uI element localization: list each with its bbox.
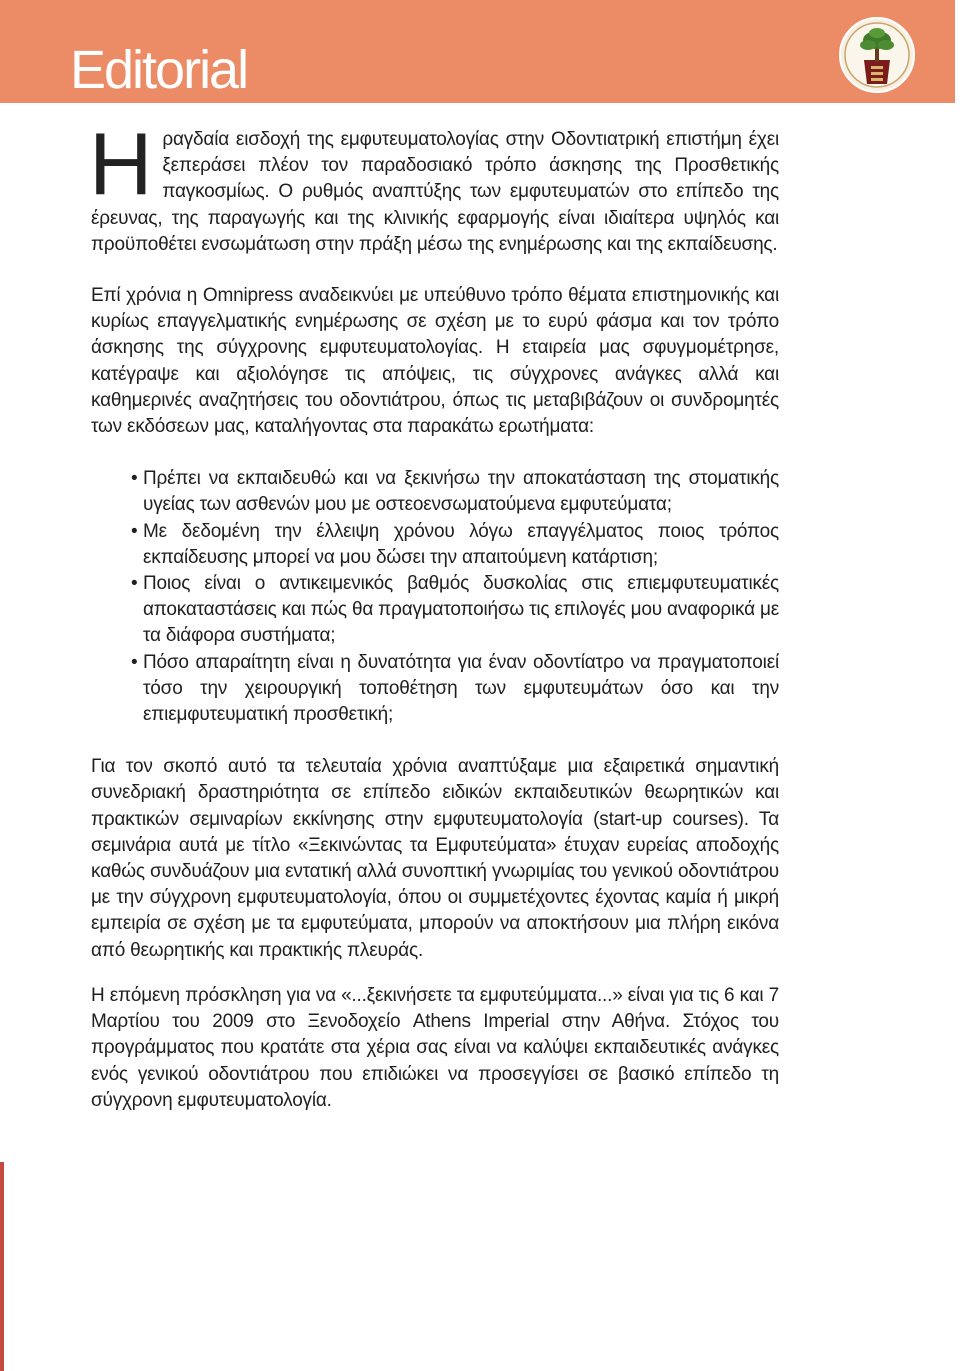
tree-emblem-logo-icon <box>838 16 916 94</box>
drop-cap: Η <box>89 114 153 213</box>
omnipress-paragraph: Επί χρόνια η Omnipress αναδεικνύει με υπεύθυνο τρόπο θέματα επιστημονικής και κυρίως επαγγελματικής ενημέρωσης σε σχέση με το ευρύ φάσμα και τον τρόπο άσκησης της σύγχρονης εμφυτευματολογίας. Η εταιρεία μας σφυγμομέτρησε, κατέγραψε και αξιολόγησε τις απόψεις, τις σύγχρονες ανάγκες αλλά και καθημερινές αναζητήσεις του οδοντιάτρου, όπως τις μεταβιβάζουν οι συνδρομητές των εκδόσεων μας, καταλήγοντας στα παρακάτω ερωτήματα: <box>91 285 779 438</box>
bullet-icon: • <box>131 520 138 542</box>
editorial-body <box>89 114 779 1114</box>
questions-list <box>91 466 779 728</box>
intro-paragraph <box>89 114 779 258</box>
list-item: • Ποιος είναι ο αντικειμενικός βαθμός δυσκολίας στις επιεμφυτευματικές αποκαταστάσεις και πώς θα πραγματοποιήσω τις επιλογές μου αναφορικά με τα διάφορα συστήματα; <box>131 573 779 647</box>
invitation-paragraph: Η επόμενη πρόσκληση για να «...ξεκινήσετε τα εμφυτεύμματα...» είναι για τις 6 και 7 Μαρτίου του 2009 στο Ξενοδοχείο Athens Imperial στην Αθήνα. Στόχος του προγράμματος που κρατάτε στα χέρια σας είναι να καλύψει εκπαιδευτικές ανάγκες ενός γενικού οδοντιάτρου που επιδιώκει να προσεγγίσει σε βασικό επίπεδο τη σύγχρονη εμφυτευματολογία. <box>91 984 779 1111</box>
bullet-icon: • <box>131 573 138 595</box>
list-item: • Με δεδομένη την έλλειψη χρόνου λόγω επαγγέλματος ποιος τρόπος εκπαίδευσης μπορεί να μου δώσει την απαιτούμενη κατάρτιση; <box>131 520 779 568</box>
bullet-icon: • <box>131 651 138 673</box>
seminars-paragraph: Για τον σκοπό αυτό τα τελευταία χρόνια αναπτύξαμε μια εξαιρετικά σημαντική συνεδριακή δραστηριότητα σε επίπεδο ειδικών εκπαιδευτικών θεωρητικών και πρακτικών σεμιναρίων εκκίνησης στην εμφυτευματολογία (start-up courses). Τα σεμινάρια αυτά με τίτλο «Ξεκινώντας τα Εμφυτεύματα» έτυχαν ευρείας αποδοχής καθώς συνδυάζουν μια εντατική αλλά συνοπτική γνωριμίας του γενικού οδοντιάτρου με την σύγχρονη εμφυτευματολογία, όπου οι συμμετέχοντες έχοντας καμία ή μικρή εμπειρία σε σχέση με τα εμφυτεύματα, μπορούν να αποκτήσουν μια πλήρη εικόνα από θεωρητικής και πρακτικής πλευράς. <box>91 756 779 961</box>
bullet-icon: • <box>131 468 138 490</box>
page-title: Editorial <box>70 40 248 100</box>
right-margin-rule <box>955 0 960 1371</box>
list-item: • Πρέπει να εκπαιδευθώ και να ξεκινήσω την αποκατάσταση της στοματικής υγείας των ασθενών μου με οστεοενσωματούμενα εμφυτεύματα; <box>131 468 779 516</box>
left-margin-mark <box>0 1162 4 1371</box>
intro-paragraph-text: ραγδαία εισδοχή της εμφυτευματολογίας στην Οδοντιατρική επιστήμη έχει ξεπεράσει πλέον τον παραδοσιακό τρόπο άσκησης της Προσθετικής παγκοσμίως. Ο ρυθμός αναπτύξης των εμφυτευματών στο επίπεδο της έρευνας, της παραγωγής και της κλινικής εφαρμογής είναι ιδιαίτερα υψηλός και προϋποθέτει ενσωμάτωση στην πράξη μέσω της ενημέρωσης και της εκπαίδευσης. <box>91 129 779 255</box>
list-item: • Πόσο απαραίτητη είναι η δυνατότητα για έναν οδοντίατρο να πραγματοποιεί τόσο την χειρουργική τοποθέτηση των εμφυτευμάτων όσο και την επιεμφυτευματική προσθετική; <box>131 651 779 726</box>
